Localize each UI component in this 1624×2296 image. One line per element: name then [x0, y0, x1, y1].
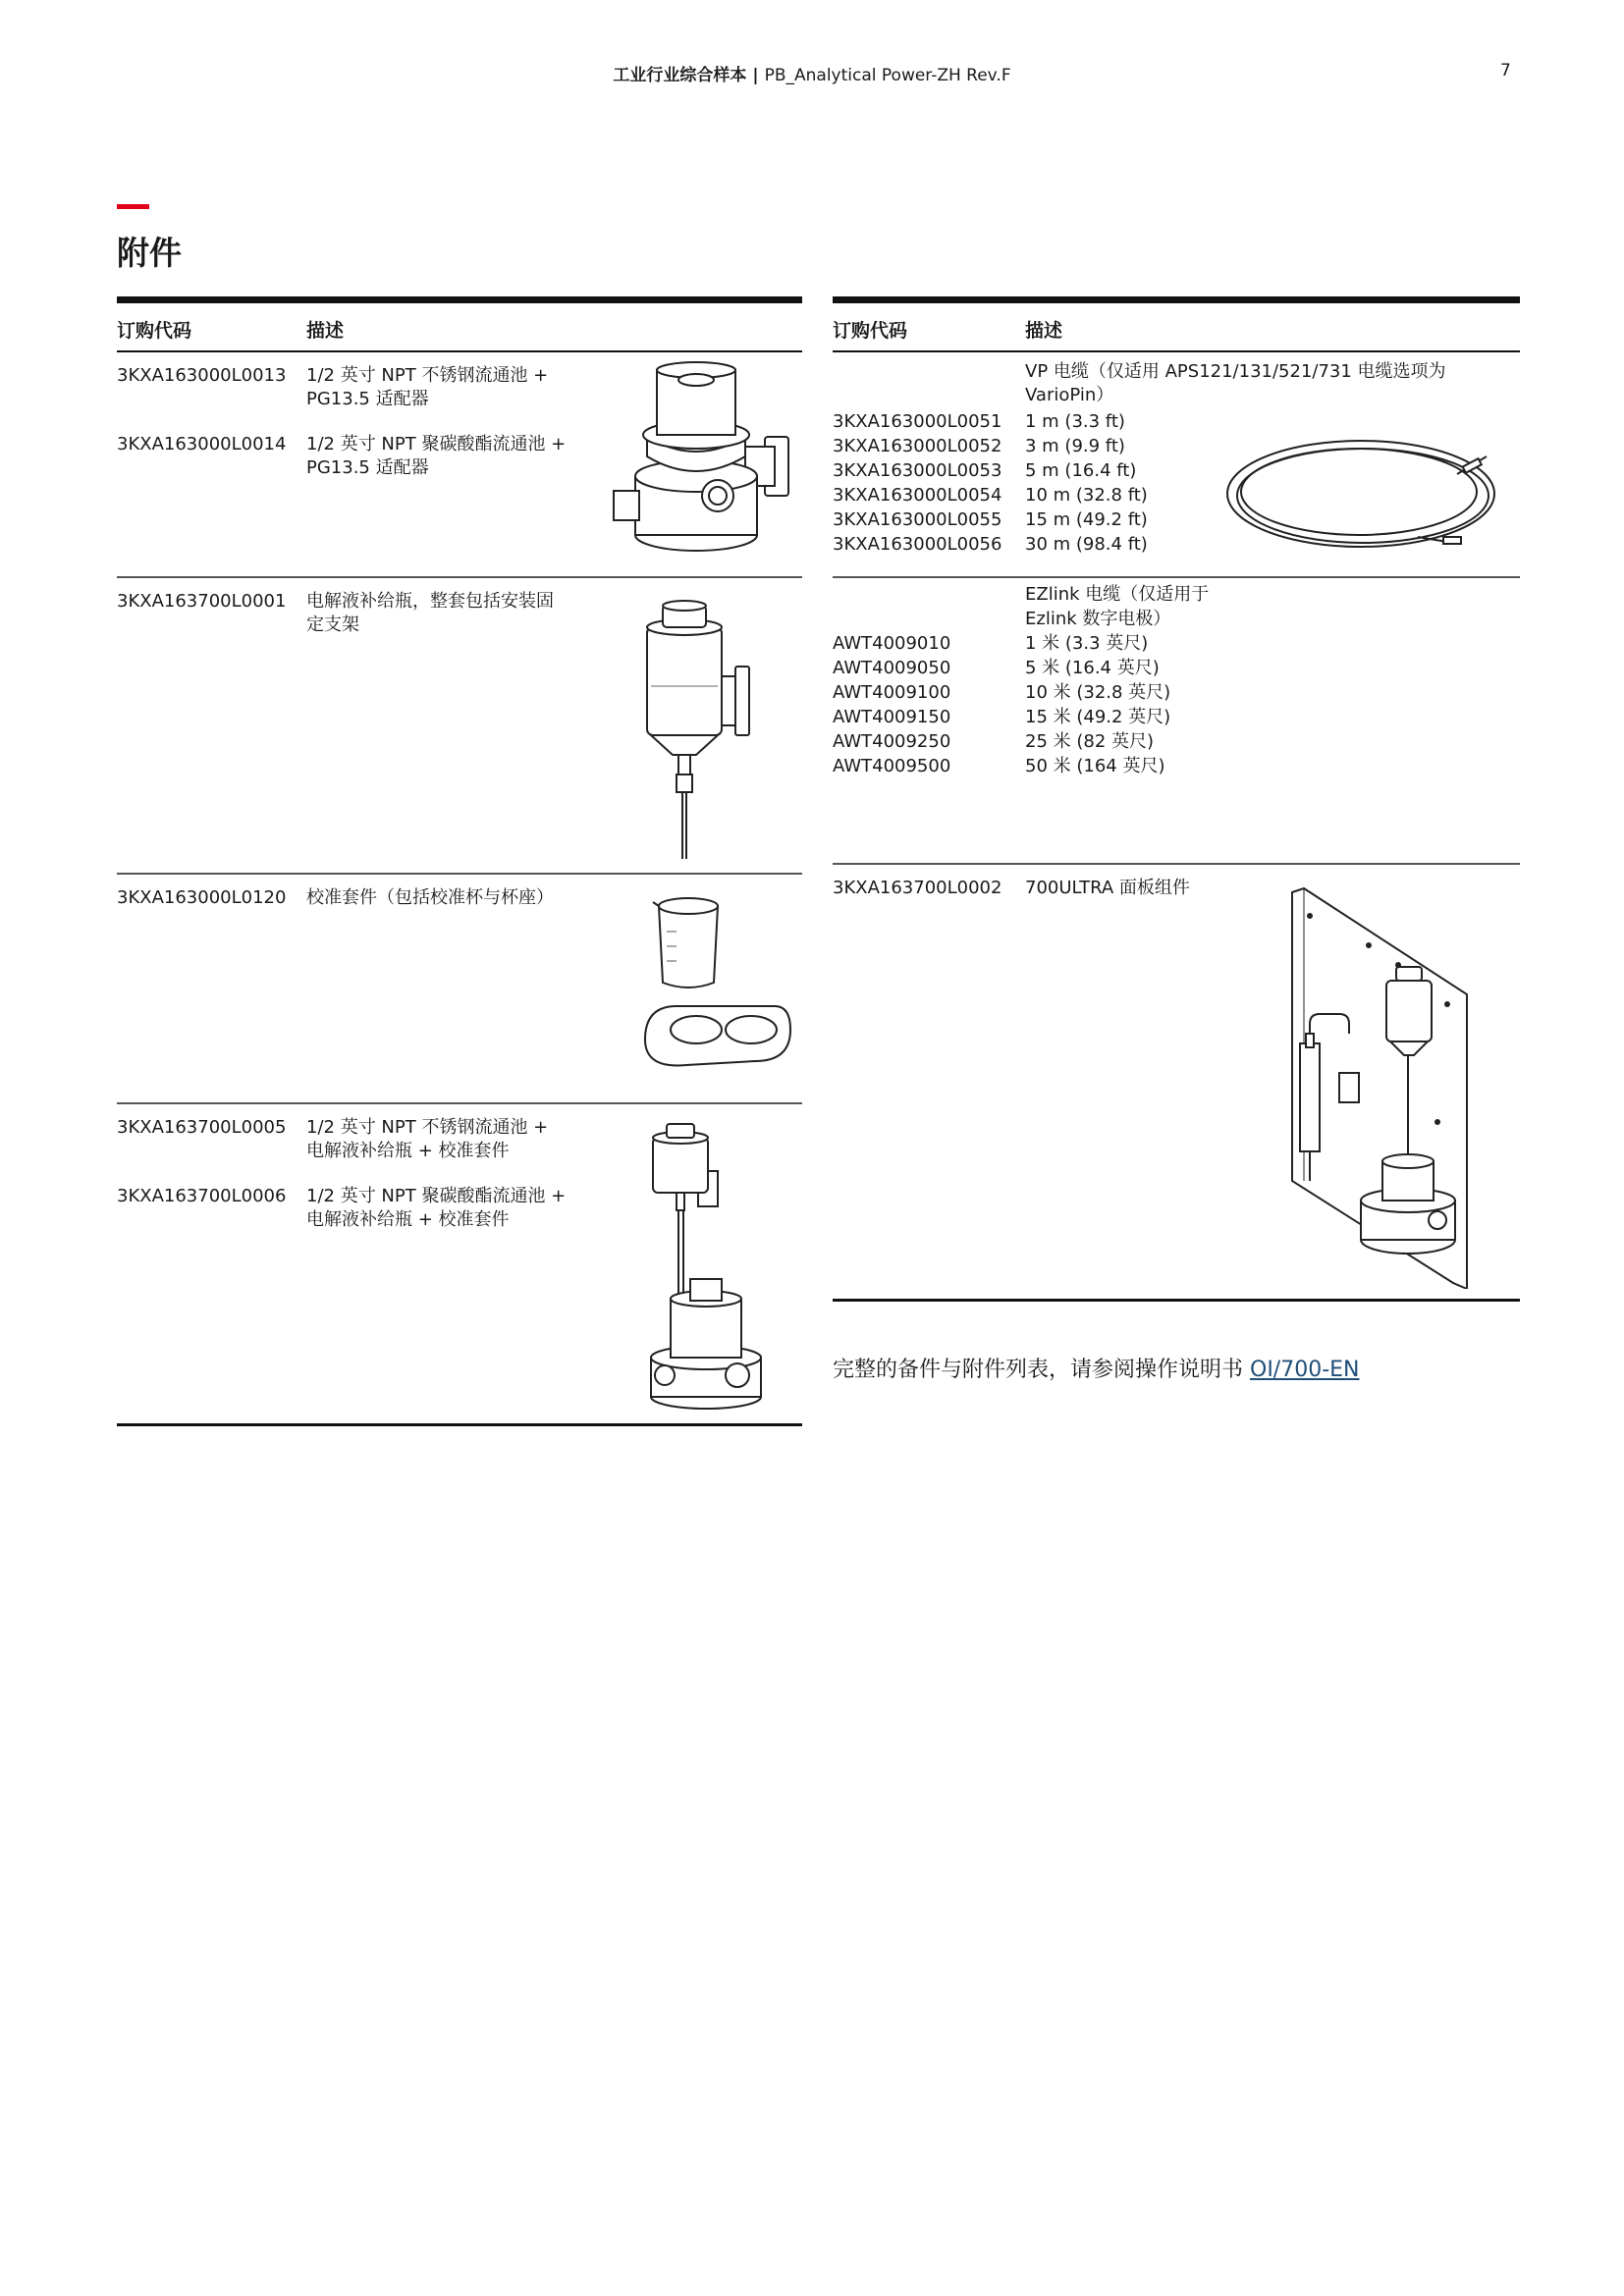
page-number: 7	[1500, 61, 1511, 80]
cable-length: 10 米 (32.8 英尺)	[1025, 682, 1171, 703]
table-header	[833, 303, 1520, 352]
order-code: 3KXA163000L0053	[833, 460, 1002, 481]
table-row-panel	[833, 865, 1520, 1302]
cable-length: 15 m (49.2 ft)	[1025, 509, 1148, 530]
page-header	[0, 61, 1624, 85]
calibration-kit-icon	[637, 892, 794, 1089]
document-id: PB_Analytical Power-ZH Rev.F	[764, 66, 1011, 85]
length-list	[1025, 631, 1170, 778]
description-line: 电解液补给瓶 + 校准套件	[306, 1209, 510, 1230]
description-line: 1/2 英寸 NPT 不锈钢流通池 +	[306, 365, 549, 386]
order-code: AWT4009010	[833, 633, 951, 654]
order-code: 3KXA163000L0014	[117, 434, 287, 454]
order-code: AWT4009250	[833, 731, 951, 752]
cable-coil-icon	[1221, 435, 1506, 561]
description-line: 校准套件（包括校准杯与杯座）	[306, 887, 554, 908]
description	[1025, 582, 1209, 631]
description-line: EZlink 电缆（仅适用于	[1025, 584, 1210, 605]
order-code: 3KXA163000L0056	[833, 534, 1002, 555]
description-line: 1/2 英寸 NPT 不锈钢流通池 +	[306, 1117, 549, 1138]
cable-length: 5 米 (16.4 英尺)	[1025, 658, 1160, 678]
description	[306, 433, 566, 480]
order-code: 3KXA163700L0001	[117, 591, 287, 612]
cable-length: 5 m (16.4 ft)	[1025, 460, 1137, 481]
description-line: PG13.5 适配器	[306, 457, 429, 478]
order-code: AWT4009100	[833, 682, 951, 703]
description-line: VarioPin）	[1025, 385, 1114, 405]
panel-assembly-icon	[1280, 886, 1473, 1289]
order-code: 3KXA163700L0006	[117, 1186, 287, 1206]
cable-length: 1 m (3.3 ft)	[1025, 411, 1125, 432]
order-code-list	[833, 631, 950, 778]
order-code: 3KXA163000L0055	[833, 509, 1002, 530]
description-line: 电解液补给瓶，整套包括安装固	[306, 591, 554, 612]
order-code: 3KXA163000L0120	[117, 887, 287, 908]
description	[1025, 360, 1446, 407]
order-code: AWT4009500	[833, 756, 951, 776]
col-header-order-code: 订购代码	[117, 320, 192, 342]
order-code: AWT4009050	[833, 658, 951, 678]
col-header-description: 描述	[306, 320, 345, 342]
table-row	[117, 875, 802, 1104]
table-row	[117, 1104, 802, 1426]
order-code: 3KXA163700L0002	[833, 878, 1002, 898]
cable-length: 10 m (32.8 ft)	[1025, 485, 1148, 506]
electrolyte-bottle-icon	[637, 598, 775, 865]
description-line: Ezlink 数字电极）	[1025, 609, 1171, 629]
cable-length: 3 m (9.9 ft)	[1025, 436, 1125, 456]
order-code: 3KXA163000L0054	[833, 485, 1002, 506]
description-line: 定支架	[306, 614, 359, 635]
order-code: AWT4009150	[833, 707, 951, 727]
flow-cell-assembly-icon	[643, 1122, 781, 1416]
description-line: 1/2 英寸 NPT 聚碳酸酯流通池 +	[306, 434, 567, 454]
table-row	[117, 352, 802, 578]
footnote-text: 完整的备件与附件列表，请参阅操作说明书	[833, 1358, 1250, 1382]
description-line: PG13.5 适配器	[306, 389, 429, 409]
description-line: 电解液补给瓶 + 校准套件	[306, 1141, 510, 1161]
col-header-order-code: 订购代码	[833, 320, 908, 342]
description-line: 1/2 英寸 NPT 聚碳酸酯流通池 +	[306, 1186, 567, 1206]
cable-length: 50 米 (164 英尺)	[1025, 756, 1165, 776]
order-code-list	[833, 409, 1001, 557]
order-code: 3KXA163000L0013	[117, 365, 287, 386]
description: 700ULTRA 面板组件	[1025, 878, 1190, 898]
header-separator: |	[752, 66, 759, 85]
description	[306, 886, 554, 910]
description	[306, 1116, 548, 1163]
cable-length: 25 米 (82 英尺)	[1025, 731, 1155, 752]
col-header-description: 描述	[1025, 320, 1063, 342]
section-title: 附件	[117, 234, 182, 272]
right-accessory-table	[833, 296, 1520, 1302]
table-top-rule	[833, 296, 1520, 303]
description-line: VP 电缆（仅适用 APS121/131/521/731 电缆选项为	[1025, 361, 1446, 382]
description	[306, 364, 548, 411]
table-header	[117, 303, 802, 352]
description	[306, 1185, 566, 1232]
flow-cell-icon	[608, 358, 804, 564]
cable-length: 1 米 (3.3 英尺)	[1025, 633, 1149, 654]
section-accent-bar	[117, 204, 149, 209]
description	[306, 590, 554, 637]
footnote	[833, 1353, 1360, 1383]
table-top-rule	[117, 296, 802, 303]
cable-length: 15 米 (49.2 英尺)	[1025, 707, 1171, 727]
table-row-vp-cable	[833, 352, 1520, 578]
order-code: 3KXA163700L0005	[117, 1117, 287, 1138]
table-row-ezlink-cable	[833, 578, 1520, 865]
cable-length: 30 m (98.4 ft)	[1025, 534, 1148, 555]
order-code: 3KXA163000L0051	[833, 411, 1002, 432]
order-code: 3KXA163000L0052	[833, 436, 1002, 456]
table-row	[117, 578, 802, 875]
left-accessory-table	[117, 296, 802, 1426]
catalog-title: 工业行业综合样本	[613, 66, 747, 85]
length-list	[1025, 409, 1148, 557]
manual-link[interactable]: OI/700-EN	[1250, 1358, 1360, 1382]
